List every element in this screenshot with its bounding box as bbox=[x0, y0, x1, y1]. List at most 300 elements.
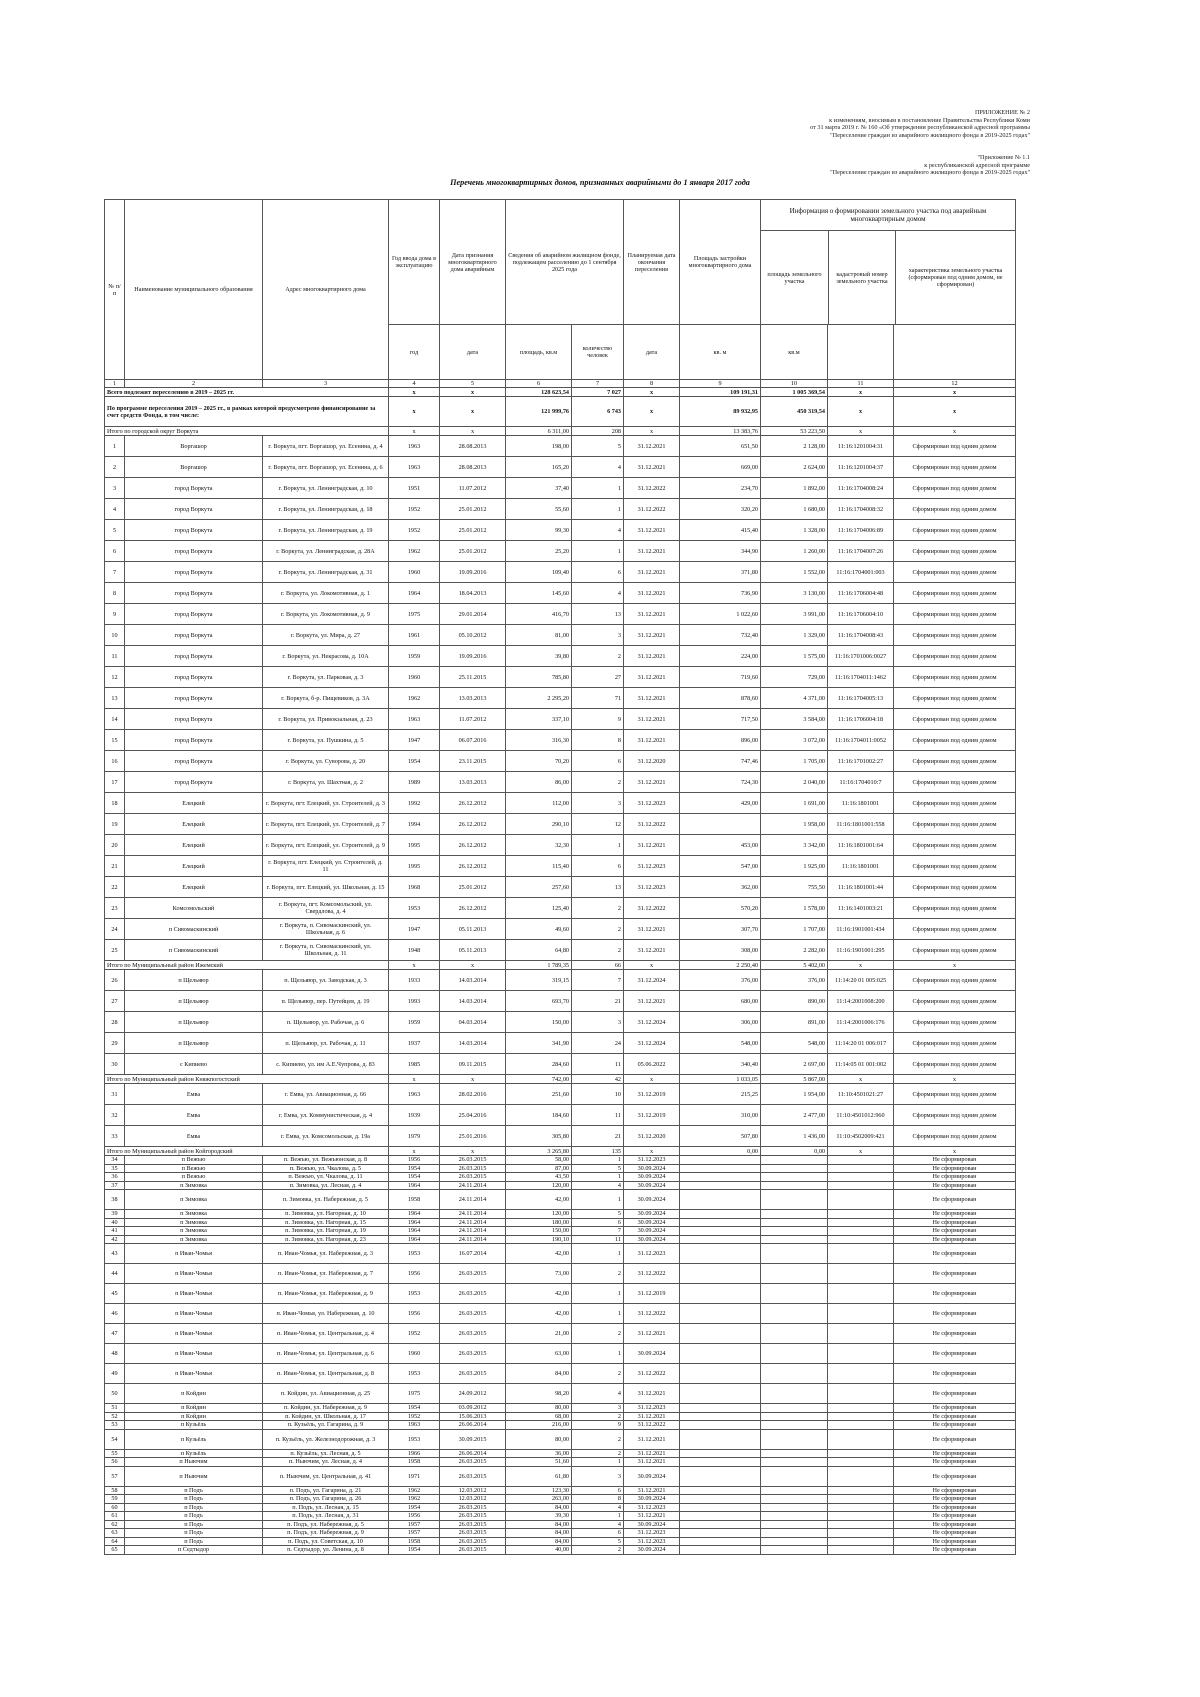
total-land-area: 1 005 369,54 bbox=[761, 388, 828, 397]
building-area: 732,40 bbox=[680, 625, 761, 646]
year-built: 1954 bbox=[389, 751, 440, 772]
land-area: 1 958,00 bbox=[761, 814, 828, 835]
land-characteristic: Не сформирован bbox=[894, 1181, 1016, 1190]
land-area: 890,00 bbox=[761, 991, 828, 1012]
municipality-name: п Вежъю bbox=[125, 1164, 263, 1173]
table-row bbox=[105, 991, 1016, 1012]
year-built: 1954 bbox=[389, 1503, 440, 1512]
table-row bbox=[105, 919, 1016, 940]
cadastral-number bbox=[828, 1218, 894, 1227]
land-characteristic: Не сформирован bbox=[894, 1449, 1016, 1458]
year-built: 1957 bbox=[389, 1520, 440, 1529]
fund-area: 319,15 bbox=[506, 970, 572, 991]
table-row bbox=[105, 1033, 1016, 1054]
total-land-area: 0,00 bbox=[761, 1147, 828, 1156]
year-built: 1966 bbox=[389, 1449, 440, 1458]
land-characteristic: Не сформирован bbox=[894, 1537, 1016, 1546]
date-recognized: 11.07.2012 bbox=[440, 709, 506, 730]
year-built: 1957 bbox=[389, 1529, 440, 1538]
table-row bbox=[105, 709, 1016, 730]
people-count: 4 bbox=[572, 583, 624, 604]
address: г. Воркута, пгт. Елецкий, ул. Строителей, д. 3 bbox=[263, 793, 389, 814]
planned-end-date: 31.12.2023 bbox=[624, 1529, 680, 1538]
row-num: 40 bbox=[105, 1218, 125, 1227]
planned-end-date: 31.12.2023 bbox=[624, 1404, 680, 1413]
cadastral-number: 11:16:1706004:48 bbox=[828, 583, 894, 604]
cadastral-number: 11:16:1701006:0027 bbox=[828, 646, 894, 667]
date-recognized: 25.01.2012 bbox=[440, 877, 506, 898]
fund-area: 99,30 bbox=[506, 520, 572, 541]
col-header-land-info bbox=[761, 200, 1016, 325]
row-num: 20 bbox=[105, 835, 125, 856]
people-count: 4 bbox=[572, 1181, 624, 1190]
table-row bbox=[105, 1546, 1016, 1555]
col-header-building-area: Площадь застройки многоквартирного дома bbox=[680, 200, 761, 325]
municipality-name: п Ныючим bbox=[125, 1466, 263, 1486]
address: п. Седтыдор, ул. Ленина, д. 8 bbox=[263, 1546, 389, 1555]
cadastral-number: 11:10:4501021:27 bbox=[828, 1084, 894, 1105]
land-area bbox=[761, 1404, 828, 1413]
table-row bbox=[105, 457, 1016, 478]
planned-end-date: 31.12.2021 bbox=[624, 919, 680, 940]
address: г. Воркута, пгт. Воргашор, ул. Есенина, д. 4 bbox=[263, 436, 389, 457]
year-built: 1953 bbox=[389, 1364, 440, 1384]
people-count: 4 bbox=[572, 520, 624, 541]
document-title: Перечень многоквартирных домов, признанных аварийными до 1 января 2017 года bbox=[450, 178, 750, 187]
planned-end-date: 30.09.2024 bbox=[624, 1173, 680, 1182]
row-num: 52 bbox=[105, 1412, 125, 1421]
people-count: 21 bbox=[572, 1126, 624, 1147]
date-recognized: 26.03.2015 bbox=[440, 1264, 506, 1284]
total-land-area: 5 867,00 bbox=[761, 1075, 828, 1084]
planned-end-date: 30.09.2024 bbox=[624, 1546, 680, 1555]
year-built: 1952 bbox=[389, 520, 440, 541]
building-area: 224,00 bbox=[680, 646, 761, 667]
row-num: 59 bbox=[105, 1495, 125, 1504]
planned-end-date: 30.09.2024 bbox=[624, 1235, 680, 1244]
land-area: 1 328,00 bbox=[761, 520, 828, 541]
land-characteristic: Не сформирован bbox=[894, 1304, 1016, 1324]
land-characteristic: Сформирован под одним домом bbox=[894, 772, 1016, 793]
total-label: Итого по Муниципальный район Койгородский bbox=[105, 1147, 389, 1156]
unit-year: год bbox=[389, 325, 440, 380]
planned-end-date: 30.09.2024 bbox=[624, 1190, 680, 1210]
date-recognized: 19.09.2016 bbox=[440, 646, 506, 667]
cadastral-number bbox=[828, 1344, 894, 1364]
fund-area: 109,40 bbox=[506, 562, 572, 583]
land-area: 548,00 bbox=[761, 1033, 828, 1054]
planned-end-date: 31.12.2024 bbox=[624, 970, 680, 991]
planned-end-date: 31.12.2023 bbox=[624, 793, 680, 814]
cadastral-number bbox=[828, 1495, 894, 1504]
total-characteristic: x bbox=[894, 427, 1016, 436]
building-area: 719,60 bbox=[680, 667, 761, 688]
address: г. Воркута, ул. Суворова, д. 20 bbox=[263, 751, 389, 772]
address: п. Вежъю, ул. Вежъюнская, д. 8 bbox=[263, 1156, 389, 1165]
building-area: 453,00 bbox=[680, 835, 761, 856]
cadastral-number: 11:16:1801001:64 bbox=[828, 835, 894, 856]
municipality-name: Елецкий bbox=[125, 814, 263, 835]
planned-end-date: 31.12.2021 bbox=[624, 688, 680, 709]
total-row bbox=[105, 397, 1016, 427]
total-date: x bbox=[440, 1075, 506, 1084]
people-count: 8 bbox=[572, 1495, 624, 1504]
land-characteristic: Не сформирован bbox=[894, 1466, 1016, 1486]
table-row bbox=[105, 1126, 1016, 1147]
planned-end-date: 31.12.2023 bbox=[624, 1244, 680, 1264]
row-num: 25 bbox=[105, 940, 125, 961]
municipality-name: п Койдин bbox=[125, 1384, 263, 1404]
total-land-area: 53 223,50 bbox=[761, 427, 828, 436]
land-characteristic: Не сформирован bbox=[894, 1235, 1016, 1244]
row-num: 31 bbox=[105, 1084, 125, 1105]
address: г. Воркута, пгт. Елецкий, ул. Строителей, д. 9 bbox=[263, 835, 389, 856]
year-built: 1953 bbox=[389, 898, 440, 919]
municipality-name: п Кузьёль bbox=[125, 1421, 263, 1430]
address: г. Емва, ул. Комсомольская, д. 19а bbox=[263, 1126, 389, 1147]
table-row bbox=[105, 1458, 1016, 1467]
people-count: 2 bbox=[572, 646, 624, 667]
total-characteristic: x bbox=[894, 961, 1016, 970]
land-area bbox=[761, 1546, 828, 1555]
address: п. Иван-Чомья, ул. Набережная, д. 9 bbox=[263, 1284, 389, 1304]
total-row bbox=[105, 1147, 1016, 1156]
fund-area: 337,10 bbox=[506, 709, 572, 730]
planned-end-date: 31.12.2020 bbox=[624, 751, 680, 772]
building-area bbox=[680, 1344, 761, 1364]
row-num: 62 bbox=[105, 1520, 125, 1529]
address: п. Иван-Чомья, ул. Набережная, д. 3 bbox=[263, 1244, 389, 1264]
land-characteristic: Не сформирован bbox=[894, 1529, 1016, 1538]
table-row bbox=[105, 1164, 1016, 1173]
planned-end-date: 31.12.2023 bbox=[624, 1537, 680, 1546]
building-area: 371,80 bbox=[680, 562, 761, 583]
people-count: 10 bbox=[572, 1084, 624, 1105]
municipality-name: Воргашор bbox=[125, 457, 263, 478]
address: г. Воркута, п. Сивомаскинский, ул. Школьная, д. 6 bbox=[263, 919, 389, 940]
municipality-name: город Воркута bbox=[125, 478, 263, 499]
land-characteristic: Не сформирован bbox=[894, 1173, 1016, 1182]
table-row bbox=[105, 1537, 1016, 1546]
total-build-area: 0,00 bbox=[680, 1147, 761, 1156]
total-year: x bbox=[389, 397, 440, 427]
year-built: 1956 bbox=[389, 1304, 440, 1324]
total-year: x bbox=[389, 1147, 440, 1156]
address: г. Воркута, ул. Мира, д. 27 bbox=[263, 625, 389, 646]
address: г. Воркута, пгт. Елецкий, ул. Школьная, д. 15 bbox=[263, 877, 389, 898]
table-row bbox=[105, 1529, 1016, 1538]
row-num: 29 bbox=[105, 1033, 125, 1054]
people-count: 11 bbox=[572, 1235, 624, 1244]
land-characteristic: Сформирован под одним домом bbox=[894, 562, 1016, 583]
building-area bbox=[680, 1284, 761, 1304]
fund-area: 80,00 bbox=[506, 1404, 572, 1413]
total-date: x bbox=[440, 1147, 506, 1156]
land-area bbox=[761, 1537, 828, 1546]
table-row bbox=[105, 772, 1016, 793]
fund-area: 115,40 bbox=[506, 856, 572, 877]
total-cadastral: x bbox=[828, 1075, 894, 1084]
land-area: 1 329,00 bbox=[761, 625, 828, 646]
year-built: 1954 bbox=[389, 1546, 440, 1555]
table-row bbox=[105, 1284, 1016, 1304]
land-area bbox=[761, 1181, 828, 1190]
cadastral-number bbox=[828, 1458, 894, 1467]
col-header-date-recognized: Дата признания многоквартирного дома аварийным bbox=[440, 200, 506, 325]
municipality-name: город Воркута bbox=[125, 499, 263, 520]
cadastral-number: 11:16:1704008:32 bbox=[828, 499, 894, 520]
people-count: 1 bbox=[572, 1304, 624, 1324]
address: г. Воркута, ул. Ленинградская, д. 18 bbox=[263, 499, 389, 520]
municipality-name: п Зимовка bbox=[125, 1181, 263, 1190]
fund-area: 84,00 bbox=[506, 1529, 572, 1538]
appendix-header-line: к изменениям, вносимым в постановление Правительства Республики Коми bbox=[829, 116, 1030, 124]
table-row bbox=[105, 1466, 1016, 1486]
fund-area: 98,20 bbox=[506, 1384, 572, 1404]
planned-end-date: 31.12.2022 bbox=[624, 898, 680, 919]
planned-end-date: 30.09.2024 bbox=[624, 1210, 680, 1219]
table-row bbox=[105, 877, 1016, 898]
building-area: 429,00 bbox=[680, 793, 761, 814]
year-built: 1962 bbox=[389, 541, 440, 562]
land-characteristic: Не сформирован bbox=[894, 1412, 1016, 1421]
municipality-name: город Воркута bbox=[125, 751, 263, 772]
year-built: 1952 bbox=[389, 1324, 440, 1344]
land-characteristic: Не сформирован bbox=[894, 1227, 1016, 1236]
address: п. Щельяюр, пер. Путейцев, д. 19 bbox=[263, 991, 389, 1012]
cadastral-number: 11:16:1801001 bbox=[828, 793, 894, 814]
year-built: 1958 bbox=[389, 1190, 440, 1210]
cadastral-number: 11:16:1704008:43 bbox=[828, 625, 894, 646]
municipality-name: город Воркута bbox=[125, 730, 263, 751]
people-count: 13 bbox=[572, 877, 624, 898]
people-count: 5 bbox=[572, 1210, 624, 1219]
year-built: 1963 bbox=[389, 1084, 440, 1105]
land-area: 2 697,00 bbox=[761, 1054, 828, 1075]
cadastral-number bbox=[828, 1520, 894, 1529]
municipality-name: Комсомольский bbox=[125, 898, 263, 919]
land-characteristic: Не сформирован bbox=[894, 1429, 1016, 1449]
planned-end-date: 31.12.2021 bbox=[624, 1384, 680, 1404]
land-info-title: Информация о формировании земельного участка под аварийным многоквартирным домом bbox=[761, 200, 1015, 231]
planned-end-date: 31.12.2021 bbox=[624, 562, 680, 583]
date-recognized: 26.03.2015 bbox=[440, 1466, 506, 1486]
year-built: 1979 bbox=[389, 1126, 440, 1147]
year-built: 1964 bbox=[389, 1210, 440, 1219]
land-area bbox=[761, 1244, 828, 1264]
land-area: 376,00 bbox=[761, 970, 828, 991]
cadastral-number bbox=[828, 1449, 894, 1458]
building-area: 1 022,60 bbox=[680, 604, 761, 625]
planned-end-date: 30.09.2024 bbox=[624, 1495, 680, 1504]
land-area bbox=[761, 1458, 828, 1467]
total-area: 742,00 bbox=[506, 1075, 572, 1084]
date-recognized: 29.01.2014 bbox=[440, 604, 506, 625]
land-area bbox=[761, 1173, 828, 1182]
address: п. Иван-Чомья, ул. Набережная, д. 10 bbox=[263, 1304, 389, 1324]
municipality-name: п Иван-Чомья bbox=[125, 1244, 263, 1264]
table-row bbox=[105, 1244, 1016, 1264]
municipality-name: п Подъ bbox=[125, 1503, 263, 1512]
cadastral-number: 11:14:20 01 006:017 bbox=[828, 1033, 894, 1054]
table-row bbox=[105, 1486, 1016, 1495]
fund-area: 190,10 bbox=[506, 1235, 572, 1244]
row-num: 54 bbox=[105, 1429, 125, 1449]
year-built: 1993 bbox=[389, 991, 440, 1012]
people-count: 27 bbox=[572, 667, 624, 688]
total-row bbox=[105, 427, 1016, 436]
land-area bbox=[761, 1384, 828, 1404]
building-area: 234,70 bbox=[680, 478, 761, 499]
building-area: 680,00 bbox=[680, 991, 761, 1012]
land-characteristic: Не сформирован bbox=[894, 1495, 1016, 1504]
people-count: 4 bbox=[572, 457, 624, 478]
unit-land-area: кв.м bbox=[761, 325, 828, 380]
cadastral-number bbox=[828, 1227, 894, 1236]
building-area: 736,90 bbox=[680, 583, 761, 604]
fund-area: 80,00 bbox=[506, 1429, 572, 1449]
row-num: 30 bbox=[105, 1054, 125, 1075]
land-characteristic: Не сформирован bbox=[894, 1210, 1016, 1219]
date-recognized: 25.01.2012 bbox=[440, 541, 506, 562]
planned-end-date: 30.09.2024 bbox=[624, 1227, 680, 1236]
planned-end-date: 31.12.2021 bbox=[624, 583, 680, 604]
table-row bbox=[105, 1421, 1016, 1430]
cadastral-number: 11:16:1704001:003 bbox=[828, 562, 894, 583]
fund-area: 150,00 bbox=[506, 1227, 572, 1236]
address: п. Зимовка, ул. Нагорная, д. 23 bbox=[263, 1235, 389, 1244]
people-count: 2 bbox=[572, 1324, 624, 1344]
date-recognized: 26.03.2015 bbox=[440, 1344, 506, 1364]
row-num: 10 bbox=[105, 625, 125, 646]
address: п. Иван-Чомья, ул. Центральная, д. 8 bbox=[263, 1364, 389, 1384]
address: п. Щельяюр, ул. Рабочая, д. 11 bbox=[263, 1033, 389, 1054]
address: г. Воркута, ул. Локомотивная, д. 9 bbox=[263, 604, 389, 625]
date-recognized: 26.03.2015 bbox=[440, 1537, 506, 1546]
total-year: x bbox=[389, 961, 440, 970]
cadastral-number bbox=[828, 1537, 894, 1546]
fund-area: 84,00 bbox=[506, 1364, 572, 1384]
planned-end-date: 31.12.2024 bbox=[624, 1012, 680, 1033]
date-recognized: 25.01.2016 bbox=[440, 1126, 506, 1147]
land-characteristic: Сформирован под одним домом bbox=[894, 1054, 1016, 1075]
municipality-name: город Воркута bbox=[125, 583, 263, 604]
row-num: 49 bbox=[105, 1364, 125, 1384]
land-area bbox=[761, 1164, 828, 1173]
fund-area: 63,00 bbox=[506, 1344, 572, 1364]
unit-people: количество человек bbox=[572, 325, 624, 380]
address: г. Воркута, пгт. Комсомольский, ул. Свердлова, д. 4 bbox=[263, 898, 389, 919]
date-recognized: 26.03.2015 bbox=[440, 1512, 506, 1521]
year-built: 1952 bbox=[389, 499, 440, 520]
building-area bbox=[680, 1421, 761, 1430]
row-num: 18 bbox=[105, 793, 125, 814]
people-count: 4 bbox=[572, 1520, 624, 1529]
cadastral-number bbox=[828, 1486, 894, 1495]
building-area: 570,20 bbox=[680, 898, 761, 919]
cadastral-number bbox=[828, 1429, 894, 1449]
people-count: 8 bbox=[572, 730, 624, 751]
date-recognized: 26.03.2015 bbox=[440, 1173, 506, 1182]
land-characteristic: Сформирован под одним домом bbox=[894, 646, 1016, 667]
planned-end-date: 31.12.2021 bbox=[624, 730, 680, 751]
municipality-name: п Подъ bbox=[125, 1529, 263, 1538]
building-area: 651,50 bbox=[680, 436, 761, 457]
cadastral-number bbox=[828, 1181, 894, 1190]
cadastral-number bbox=[828, 1384, 894, 1404]
fund-area: 284,60 bbox=[506, 1054, 572, 1075]
col-header-year: Год ввода дома в эксплуатацию bbox=[389, 200, 440, 325]
col-header-municipality: Наименование муниципального образования bbox=[125, 200, 263, 380]
building-area bbox=[680, 1412, 761, 1421]
address: п. Щельяюр, ул. Заводская, д. 3 bbox=[263, 970, 389, 991]
year-built: 1960 bbox=[389, 667, 440, 688]
land-area: 3 342,00 bbox=[761, 835, 828, 856]
building-area bbox=[680, 1304, 761, 1324]
table-row bbox=[105, 1344, 1016, 1364]
row-num: 16 bbox=[105, 751, 125, 772]
building-area bbox=[680, 1210, 761, 1219]
date-recognized: 28.02.2016 bbox=[440, 1084, 506, 1105]
building-area: 340,40 bbox=[680, 1054, 761, 1075]
people-count: 1 bbox=[572, 835, 624, 856]
row-num: 46 bbox=[105, 1304, 125, 1324]
total-land-area: 5 402,00 bbox=[761, 961, 828, 970]
date-recognized: 26.12.2012 bbox=[440, 835, 506, 856]
municipality-name: п Зимовка bbox=[125, 1235, 263, 1244]
address: п. Подъ, ул. Набережная, д. 5 bbox=[263, 1520, 389, 1529]
planned-end-date: 31.12.2021 bbox=[624, 1429, 680, 1449]
row-num: 64 bbox=[105, 1537, 125, 1546]
building-area: 307,70 bbox=[680, 919, 761, 940]
municipality-name: п Седтыдор bbox=[125, 1546, 263, 1555]
fund-area: 125,40 bbox=[506, 898, 572, 919]
cadastral-number bbox=[828, 1284, 894, 1304]
total-year: x bbox=[389, 1075, 440, 1084]
land-area: 1 436,00 bbox=[761, 1126, 828, 1147]
year-built: 1939 bbox=[389, 1105, 440, 1126]
year-built: 1953 bbox=[389, 1429, 440, 1449]
date-recognized: 05.11.2013 bbox=[440, 919, 506, 940]
cadastral-number: 11:16:1901001:434 bbox=[828, 919, 894, 940]
planned-end-date: 30.09.2024 bbox=[624, 1466, 680, 1486]
table-row bbox=[105, 730, 1016, 751]
planned-end-date: 31.12.2023 bbox=[624, 877, 680, 898]
fund-area: 165,20 bbox=[506, 457, 572, 478]
building-area: 215,25 bbox=[680, 1084, 761, 1105]
building-area: 344,90 bbox=[680, 541, 761, 562]
municipality-name: п Иван-Чомья bbox=[125, 1344, 263, 1364]
cadastral-number: 11:16:1801001:44 bbox=[828, 877, 894, 898]
land-area: 1 552,00 bbox=[761, 562, 828, 583]
year-built: 1960 bbox=[389, 562, 440, 583]
land-characteristic: Сформирован под одним домом bbox=[894, 499, 1016, 520]
fund-area: 112,00 bbox=[506, 793, 572, 814]
year-built: 1953 bbox=[389, 1284, 440, 1304]
people-count: 6 bbox=[572, 562, 624, 583]
people-count: 3 bbox=[572, 625, 624, 646]
land-characteristic: Не сформирован bbox=[894, 1384, 1016, 1404]
people-count: 2 bbox=[572, 1449, 624, 1458]
date-recognized: 26.06.2014 bbox=[440, 1449, 506, 1458]
land-characteristic: Сформирован под одним домом bbox=[894, 856, 1016, 877]
municipality-name: город Воркута bbox=[125, 667, 263, 688]
people-count: 7 bbox=[572, 970, 624, 991]
row-num: 32 bbox=[105, 1105, 125, 1126]
table-row bbox=[105, 1512, 1016, 1521]
col-number: 1 bbox=[105, 380, 125, 388]
date-recognized: 26.03.2015 bbox=[440, 1529, 506, 1538]
